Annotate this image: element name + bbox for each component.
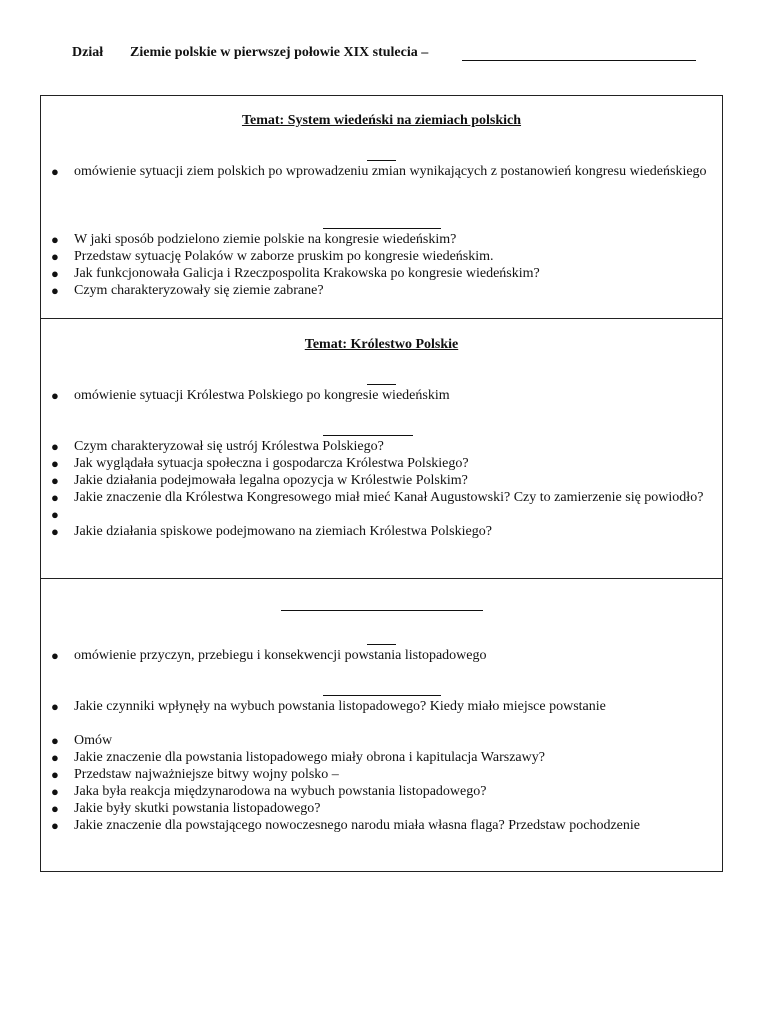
- topic-title: Temat: Królestwo Polskie: [304, 337, 459, 352]
- aims-list: [41, 647, 722, 664]
- header-label: Dział: [72, 45, 104, 60]
- lesson-section-3: [40, 578, 723, 872]
- bullet-icon: ●: [51, 490, 59, 505]
- question-item: ● Jakie znaczenie dla powstania listopadowego miały obrona i kapitulacja Warszawy?: [51, 750, 545, 765]
- aims-divider: [367, 384, 396, 385]
- header-fill-line: [462, 60, 696, 61]
- aim-item: ● omówienie sytuacji ziem polskich po wprowadzeniu zmian wynikających z postanowień kongresu wiedeńskiego: [51, 164, 707, 179]
- question-item: ● Jakie czynniki wpłynęły na wybuch powstania listopadowego? Kiedy miało miejsce powstanie: [51, 699, 606, 714]
- question-item: ● Jakie znaczenie dla Królestwa Kongresowego miał mieć Kanał Augustowski? Czy to zamierzenie się powiodło?: [51, 490, 704, 505]
- aims-list: [41, 163, 722, 180]
- questions-list: [41, 438, 722, 540]
- bullet-icon: ●: [51, 801, 59, 816]
- questions-divider: [323, 435, 413, 436]
- questions-divider: [323, 228, 441, 229]
- bullet-icon: ●: [51, 283, 59, 298]
- question-item: ● Jakie były skutki powstania listopadowego?: [51, 801, 321, 816]
- question-item: ● Przedstaw najważniejsze bitwy wojny polsko –: [51, 767, 339, 782]
- question-item: ● Jaka była reakcja międzynarodowa na wybuch powstania listopadowego?: [51, 784, 487, 799]
- bullet-icon: ●: [51, 750, 59, 765]
- question-item: ● W jaki sposób podzielono ziemie polskie na kongresie wiedeńskim?: [51, 232, 457, 247]
- question-item: ● Jakie znaczenie dla powstającego nowoczesnego narodu miała własna flaga? Przedstaw pochodzenie: [51, 818, 640, 833]
- aim-item: ● omówienie przyczyn, przebiegu i konsekwencji powstania listopadowego: [51, 648, 487, 663]
- bullet-icon: ●: [51, 388, 59, 403]
- header-title: Ziemie polskie w pierwszej połowie XIX stulecia –: [130, 45, 429, 60]
- lesson-section-2: [40, 318, 723, 579]
- question-item: ● Jak funkcjonowała Galicja i Rzeczpospolita Krakowska po kongresie wiedeńskim?: [51, 266, 540, 281]
- topic-blank-line: [281, 610, 483, 611]
- bullet-icon: ●: [51, 473, 59, 488]
- question-item: ● Omów: [51, 733, 113, 748]
- question-item: ● Jak wyglądała sytuacja społeczna i gospodarcza Królestwa Polskiego?: [51, 456, 469, 471]
- question-item: ● Czym charakteryzował się ustrój Królestwa Polskiego?: [51, 439, 384, 454]
- section-heading: [72, 45, 428, 61]
- bullet-icon: ●: [51, 164, 59, 179]
- bullet-icon: ●: [51, 524, 59, 539]
- questions-divider: [323, 695, 441, 696]
- bullet-icon: ●: [51, 507, 59, 522]
- question-item: ● Jakie działania spiskowe podejmowano na ziemiach Królestwa Polskiego?: [51, 524, 492, 539]
- aims-list: [41, 387, 722, 404]
- question-item: ● Czym charakteryzowały się ziemie zabrane?: [51, 283, 324, 298]
- aims-divider: [367, 644, 396, 645]
- bullet-icon: ●: [51, 648, 59, 663]
- bullet-icon: ●: [51, 249, 59, 264]
- questions-list: [41, 698, 722, 834]
- bullet-icon: ●: [51, 767, 59, 782]
- bullet-icon: ●: [51, 733, 59, 748]
- lesson-section-1: [40, 95, 723, 319]
- bullet-icon: ●: [51, 818, 59, 833]
- bullet-icon: ●: [51, 456, 59, 471]
- questions-list: [41, 231, 722, 299]
- bullet-icon: ●: [51, 232, 59, 247]
- bullet-icon: ●: [51, 266, 59, 281]
- bullet-icon: ●: [51, 699, 59, 714]
- question-item: ● Jakie działania podejmowała legalna opozycja w Królestwie Polskim?: [51, 473, 468, 488]
- aim-item: ● omówienie sytuacji Królestwa Polskiego po kongresie wiedeńskim: [51, 388, 450, 403]
- bullet-icon: ●: [51, 439, 59, 454]
- question-item: [41, 506, 722, 523]
- topic-title: Temat: System wiedeński na ziemiach polskich: [241, 113, 522, 128]
- question-item: ● Przedstaw sytuację Polaków w zaborze pruskim po kongresie wiedeńskim.: [51, 249, 494, 264]
- bullet-icon: ●: [51, 784, 59, 799]
- aims-divider: [367, 160, 396, 161]
